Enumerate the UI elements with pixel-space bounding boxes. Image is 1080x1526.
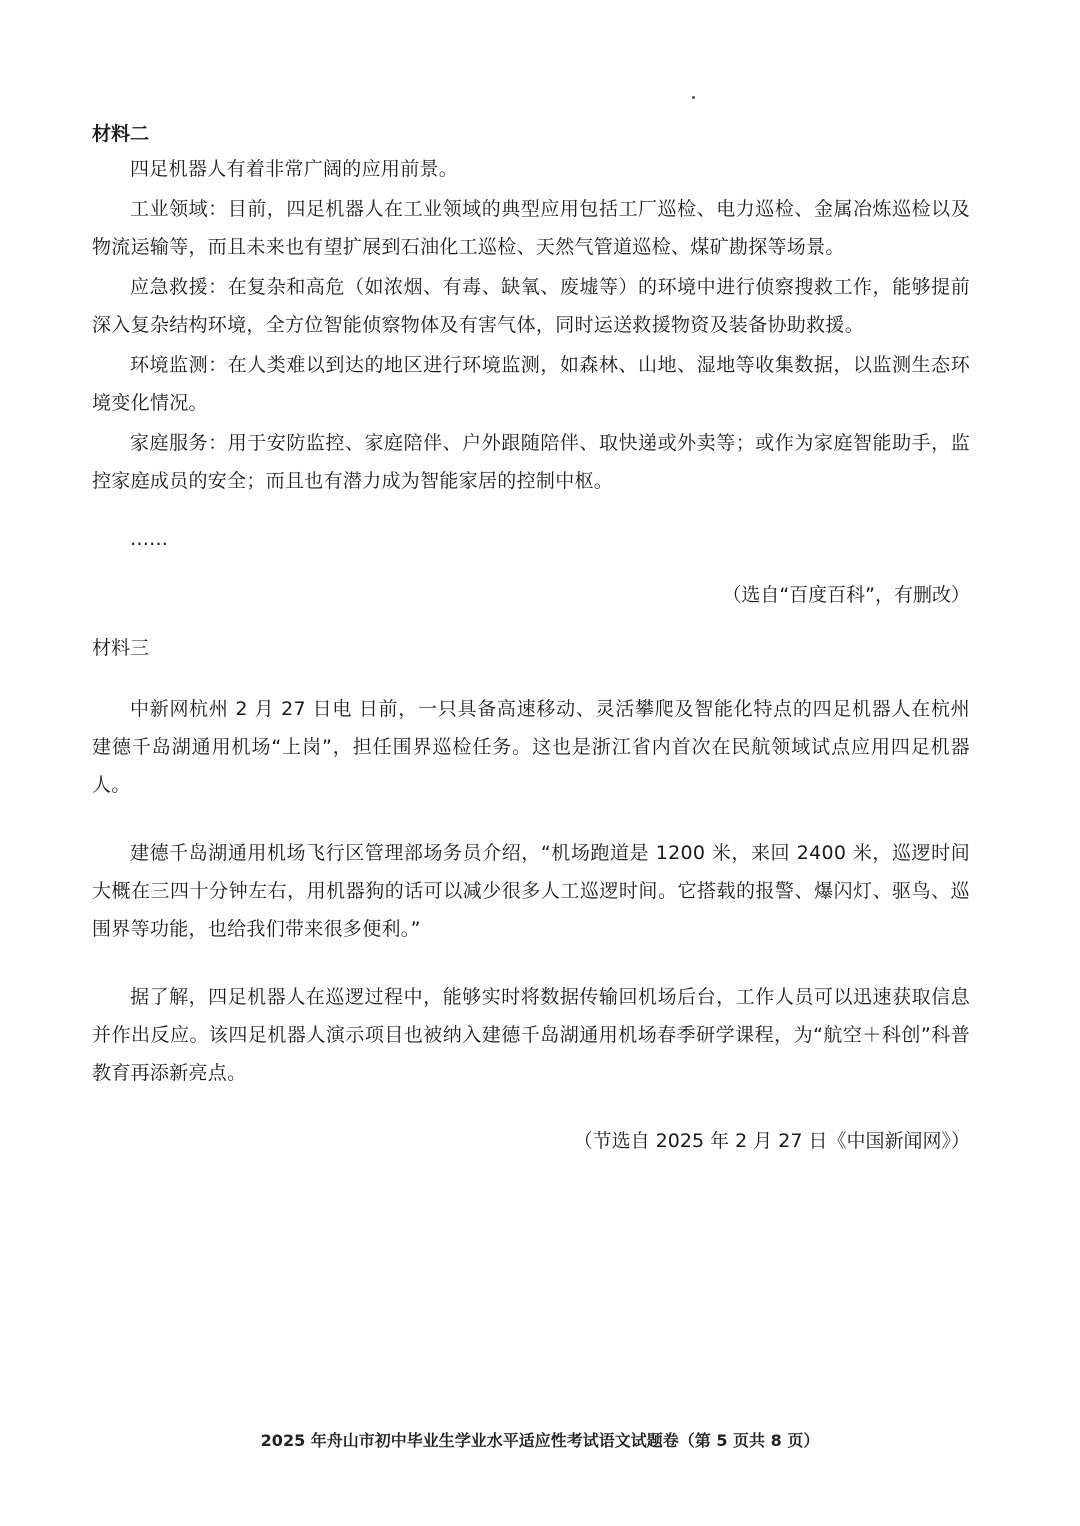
material2-ellipsis: ……	[130, 528, 168, 550]
material3-heading: 材料三	[92, 637, 150, 659]
material3-paragraph-news: 中新网杭州 2 月 27 日电 日前，一只具备高速移动、灵活攀爬及智能化特点的四足机器人在杭州建德千岛湖通用机场“上岗”，担任围界巡检任务。这也是浙江省内首次在民航领域试点应用四足机器人。	[92, 698, 970, 796]
material2-paragraph-environment: 环境监测：在人类难以到达的地区进行环境监测，如森林、山地、湿地等收集数据，以监测生态环境变化情况。	[92, 354, 970, 414]
scan-speck	[692, 96, 695, 99]
page-footer: 2025 年舟山市初中毕业生学业水平适应性考试语文试题卷（第 5 页共 8 页）	[260, 1431, 820, 1450]
page-content	[92, 118, 970, 1160]
material3-paragraph-quote: 建德千岛湖通用机场飞行区管理部场务员介绍，“机场跑道是 1200 米，来回 2400 米，巡逻时间大概在三四十分钟左右，用机器狗的话可以减少很多人工巡逻时间。它搭载的报警、爆闪灯、驱鸟、巡围界等功能，也给我们带来很多便利。”	[92, 842, 970, 940]
material2-paragraph-home: 家庭服务：用于安防监控、家庭陪伴、户外跟随陪伴、取快递或外卖等；或作为家庭智能助手，监控家庭成员的安全；而且也有潜力成为智能家居的控制中枢。	[92, 432, 970, 492]
material2-paragraph-rescue: 应急救援：在复杂和高危（如浓烟、有毒、缺氧、废墟等）的环境中进行侦察搜救工作，能够提前深入复杂结构环境，全方位智能侦察物体及有害气体，同时运送救援物资及装备协助救援。	[92, 276, 970, 336]
material2-heading: 材料二	[92, 123, 150, 145]
material2-intro: 四足机器人有着非常广阔的应用前景。	[130, 158, 459, 180]
material3-source: （节选自 2025 年 2 月 27 日《中国新闻网》）	[573, 1130, 970, 1152]
material3-paragraph-detail: 据了解，四足机器人在巡逻过程中，能够实时将数据传输回机场后台，工作人员可以迅速获取信息并作出反应。该四足机器人演示项目也被纳入建德千岛湖通用机场春季研学课程，为“航空＋科创”科普教育再添新亮点。	[92, 986, 970, 1084]
material2-paragraph-industry: 工业领域：目前，四足机器人在工业领域的典型应用包括工厂巡检、电力巡检、金属冶炼巡检以及物流运输等，而且未来也有望扩展到石油化工巡检、天然气管道巡检、煤矿勘探等场景。	[92, 198, 970, 258]
material2-source: （选自“百度百科”，有删改）	[722, 584, 970, 606]
